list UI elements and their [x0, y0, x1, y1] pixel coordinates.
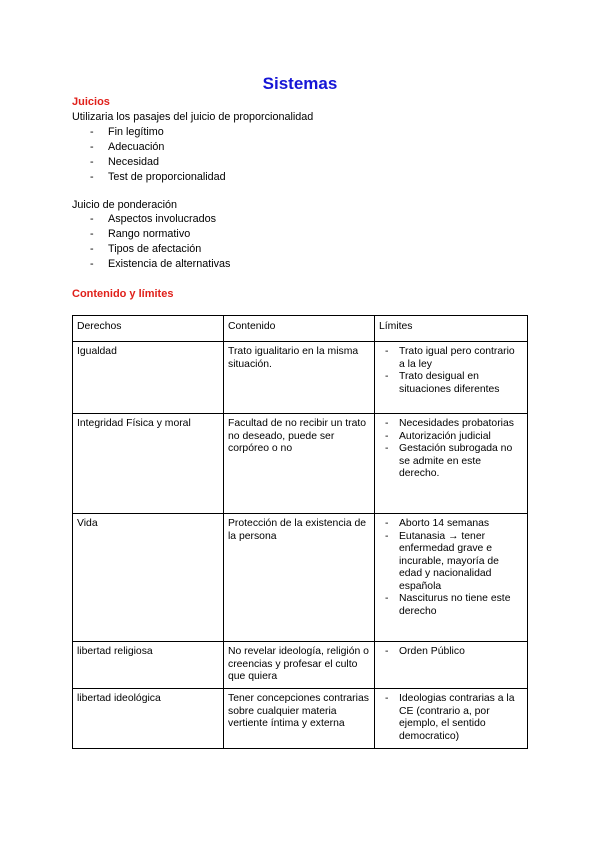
- limite-item: - Trato igual pero contrario a la ley: [385, 346, 523, 371]
- limites-cell: [375, 689, 528, 749]
- derecho-cell: Integridad Física y moral: [73, 414, 224, 514]
- contenido-cell: No revelar ideología, religión o creencias y profesar el culto que quiera: [224, 642, 375, 689]
- limites-cell: [375, 342, 528, 414]
- derecho-cell: libertad religiosa: [73, 642, 224, 689]
- list-item: - Adecuación: [90, 141, 165, 153]
- limites-cell: [375, 514, 528, 642]
- limite-item: - Orden Público: [385, 646, 523, 659]
- column-header-derechos: Derechos: [73, 316, 224, 342]
- list-item: - Test de proporcionalidad: [90, 171, 226, 183]
- limite-item: - Aborto 14 semanas: [385, 518, 523, 531]
- table-header-row: [73, 316, 528, 342]
- column-header-contenido: Contenido: [224, 316, 375, 342]
- derecho-cell: Vida: [73, 514, 224, 642]
- proporcionalidad-list: [90, 125, 226, 185]
- list-item: - Fin legítimo: [90, 126, 164, 138]
- contenido-cell: Protección de la existencia de la persona: [224, 514, 375, 642]
- list-item: - Aspectos involucrados: [90, 213, 217, 225]
- ponderacion-list: [90, 212, 230, 272]
- limite-item: - Nasciturus no tiene este derecho: [385, 593, 523, 618]
- column-header-limites: Límites: [375, 316, 528, 342]
- limite-item: - Ideologias contrarias a la CE (contrario a, por ejemplo, el sentido democratico): [385, 693, 523, 743]
- ponderacion-intro: Juicio de ponderación: [72, 199, 178, 211]
- derecho-cell: Igualdad: [73, 342, 224, 414]
- limite-item: - Gestación subrogada no se admite en este derecho.: [385, 443, 523, 481]
- rights-table: [72, 315, 528, 749]
- contenido-cell: Facultad de no recibir un trato no deseado, puede ser corpóreo o no: [224, 414, 375, 514]
- table-row: [73, 642, 528, 689]
- contenido-cell: Trato igualitario en la misma situación.: [224, 342, 375, 414]
- limites-cell: [375, 642, 528, 689]
- limite-item: - Necesidades probatorias: [385, 418, 523, 431]
- limite-item: - Trato desigual en situaciones diferentes: [385, 371, 523, 396]
- limite-item: - Eutanasia → tener enfermedad grave e incurable, mayoría de edad y nacionalidad española: [385, 531, 523, 594]
- table-row: [73, 514, 528, 642]
- list-item: - Rango normativo: [90, 228, 191, 240]
- contenido-heading: Contenido y límites: [72, 288, 174, 300]
- limite-item: - Autorización judicial: [385, 431, 523, 444]
- page-title: Sistemas: [262, 74, 338, 93]
- contenido-cell: Tener concepciones contrarias sobre cualquier materia vertiente íntima y externa: [224, 689, 375, 749]
- list-item: - Tipos de afectación: [90, 243, 202, 255]
- juicios-heading: Juicios: [72, 96, 110, 108]
- table-row: [73, 342, 528, 414]
- table-row: [73, 414, 528, 514]
- list-item: - Existencia de alternativas: [90, 258, 231, 270]
- juicios-intro: Utilizaria los pasajes del juicio de proporcionalidad: [72, 111, 314, 123]
- list-item: - Necesidad: [90, 156, 160, 168]
- limites-cell: [375, 414, 528, 514]
- table-row: [73, 689, 528, 749]
- derecho-cell: libertad ideológica: [73, 689, 224, 749]
